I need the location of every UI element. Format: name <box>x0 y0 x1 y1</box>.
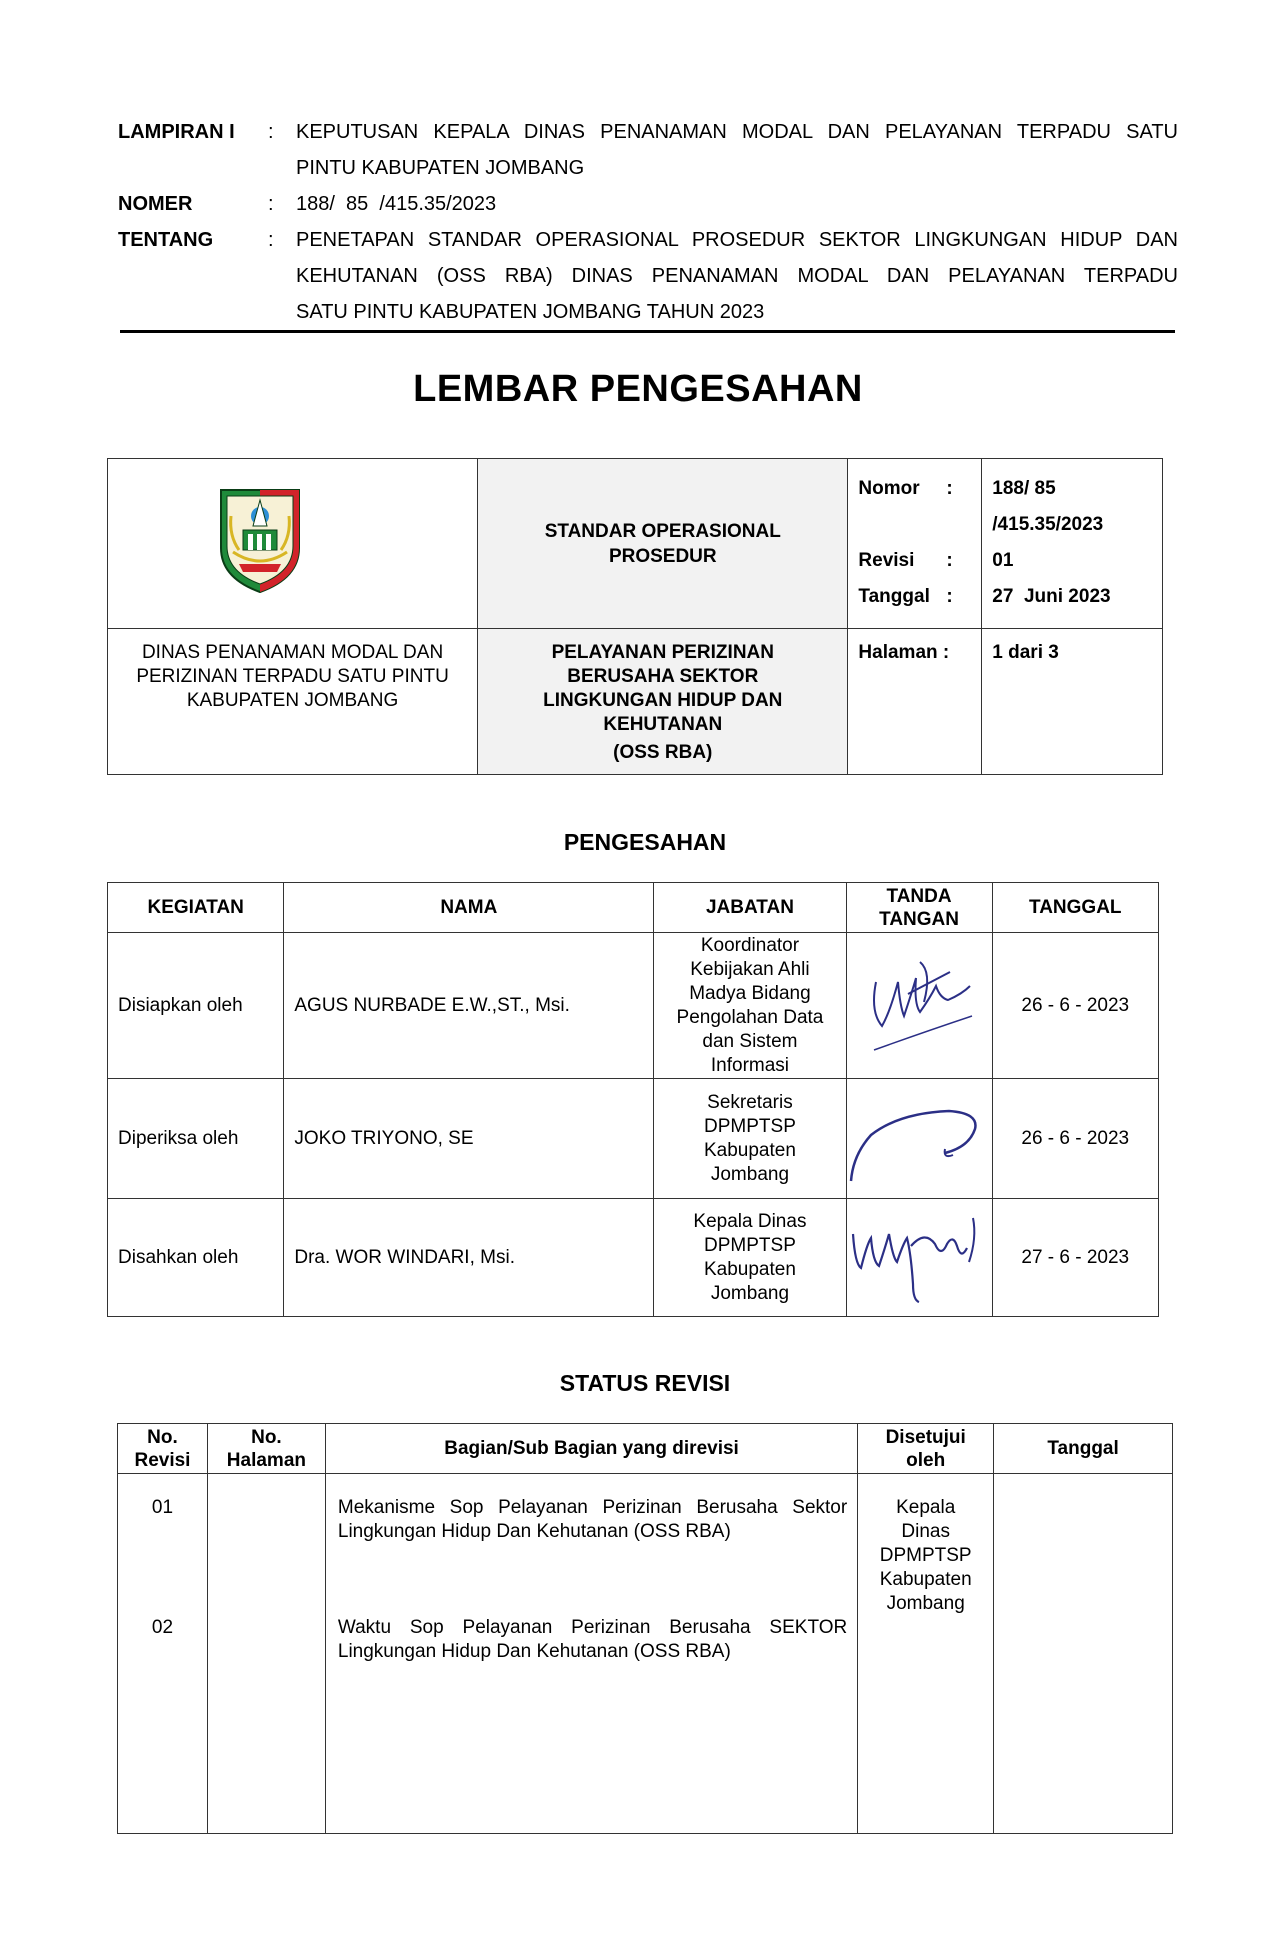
halaman-label: Halaman : <box>848 629 982 775</box>
lampiran-label: LAMPIRAN I <box>118 121 235 143</box>
table-row: Disiapkan oleh AGUS NURBADE E.W.,ST., Msi. Koordinator Kebijakan Ahli Madya Bidang Pengolahan Data dan Sistem Informasi 26 - 6 - 2023 <box>108 933 1159 1079</box>
table-row: Diperiksa oleh JOKO TRIYONO, SE Sekretaris DPMPTSP Kabupaten Jombang 26 - 6 - 2023 <box>108 1079 1159 1199</box>
jombang-regency-emblem-icon <box>215 486 305 596</box>
revisi-value: 01 <box>992 550 1014 571</box>
signature-joko <box>849 1085 989 1185</box>
tanggal-value: 27 Juni 2023 <box>992 586 1111 607</box>
pengesahan-heading: PENGESAHAN <box>563 829 727 855</box>
revision-table <box>117 1423 1173 1834</box>
revision-part: Mekanisme Sop Pelayanan Perizinan Berusaha Sektor <box>337 1497 848 1518</box>
approval-table <box>107 882 1159 1317</box>
revision-number: 01 <box>151 1497 174 1518</box>
nomer-label: NOMER <box>118 193 193 215</box>
col-kegiatan: KEGIATAN <box>108 883 284 933</box>
col-nama: NAMA <box>284 883 654 933</box>
halaman-value: 1 dari 3 <box>982 629 1163 775</box>
nomor-value: 188/ 85 <box>992 478 1056 499</box>
header-divider <box>120 330 1175 333</box>
col-tanggal-revisi: Tanggal <box>994 1424 1173 1474</box>
signature-agus <box>854 942 984 1062</box>
sop-title-cell: STANDAR OPERASIONAL PROSEDUR <box>478 459 848 629</box>
decree-header: LAMPIRAN I : KEPUTUSAN KEPALA DINAS PENANAMAN MODAL DAN PELAYANAN TERPADU SATU PINTU KABUPATEN JOMBANG NOMER : 188/ 85 /415.35/2023 TENTANG : PENETAPAN STANDAR OPERASIONAL PROSEDUR SEKTOR LINGKUNGAN HIDUP DAN KEHUTANAN (OSS RBA) DINAS PENANAMAN MODAL DAN PELAYANAN TERPADU SATU PINTU KABUPATEN JOMBANG TAHUN 2023 <box>118 114 1178 330</box>
meta-labels: Nomor : Revisi : Tanggal : <box>848 459 982 629</box>
col-disetujui: Disetujui oleh <box>858 1424 994 1474</box>
page-title: LEMBAR PENGESAHAN <box>413 368 863 410</box>
table-row: Disahkan oleh Dra. WOR WINDARI, Msi. Kepala Dinas DPMPTSP Kabupaten Jombang 27 - 6 - 2023 <box>108 1199 1159 1317</box>
col-tanda-tangan: TANDA TANGAN <box>846 883 992 933</box>
sop-info-table <box>107 458 1163 775</box>
meta-values: 188/ 85 /415.35/2023 01 27 Juni 2023 <box>982 459 1163 629</box>
lampiran-value: KEPUTUSAN KEPALA DINAS PENANAMAN MODAL DAN PELAYANAN TERPADU SATU <box>296 121 1178 143</box>
status-revisi-heading: STATUS REVISI <box>559 1370 731 1396</box>
table-row: 01 02 Mekanisme Sop Pelayanan Perizinan Berusaha Sektor Lingkungan Hidup Dan Kehutanan (OSS RBA) Waktu Sop Pelayanan Perizinan Berusaha SEKTOR Lingkungan Hidup Dan Kehutanan (OSS RBA) Kepala Dinas DPMPTSP Kabupaten Jombang <box>118 1474 1173 1834</box>
service-title-cell: PELAYANAN PERIZINAN BERUSAHA SEKTOR LINGKUNGAN HIDUP DAN KEHUTANAN (OSS RBA) <box>478 629 848 775</box>
col-bagian: Bagian/Sub Bagian yang direvisi <box>325 1424 857 1474</box>
agency-cell: DINAS PENANAMAN MODAL DAN PERIZINAN TERPADU SATU PINTU KABUPATEN JOMBANG <box>108 629 478 775</box>
revision-number: 02 <box>151 1617 174 1638</box>
col-no-revisi: No. Revisi <box>118 1424 208 1474</box>
tentang-value: PENETAPAN STANDAR OPERASIONAL PROSEDUR SEKTOR LINGKUNGAN HIDUP DAN <box>296 229 1178 251</box>
revision-part: Waktu Sop Pelayanan Perizinan Berusaha SEKTOR <box>337 1617 848 1638</box>
approved-by: Kepala Dinas DPMPTSP Kabupaten Jombang <box>858 1474 994 1834</box>
tentang-label: TENTANG <box>118 229 214 251</box>
logo-cell <box>108 459 478 629</box>
col-tanggal: TANGGAL <box>992 883 1158 933</box>
col-jabatan: JABATAN <box>654 883 846 933</box>
col-no-halaman: No. Halaman <box>207 1424 325 1474</box>
nomer-value: 188/ 85 /415.35/2023 <box>296 193 497 215</box>
signature-wor <box>849 1204 989 1304</box>
